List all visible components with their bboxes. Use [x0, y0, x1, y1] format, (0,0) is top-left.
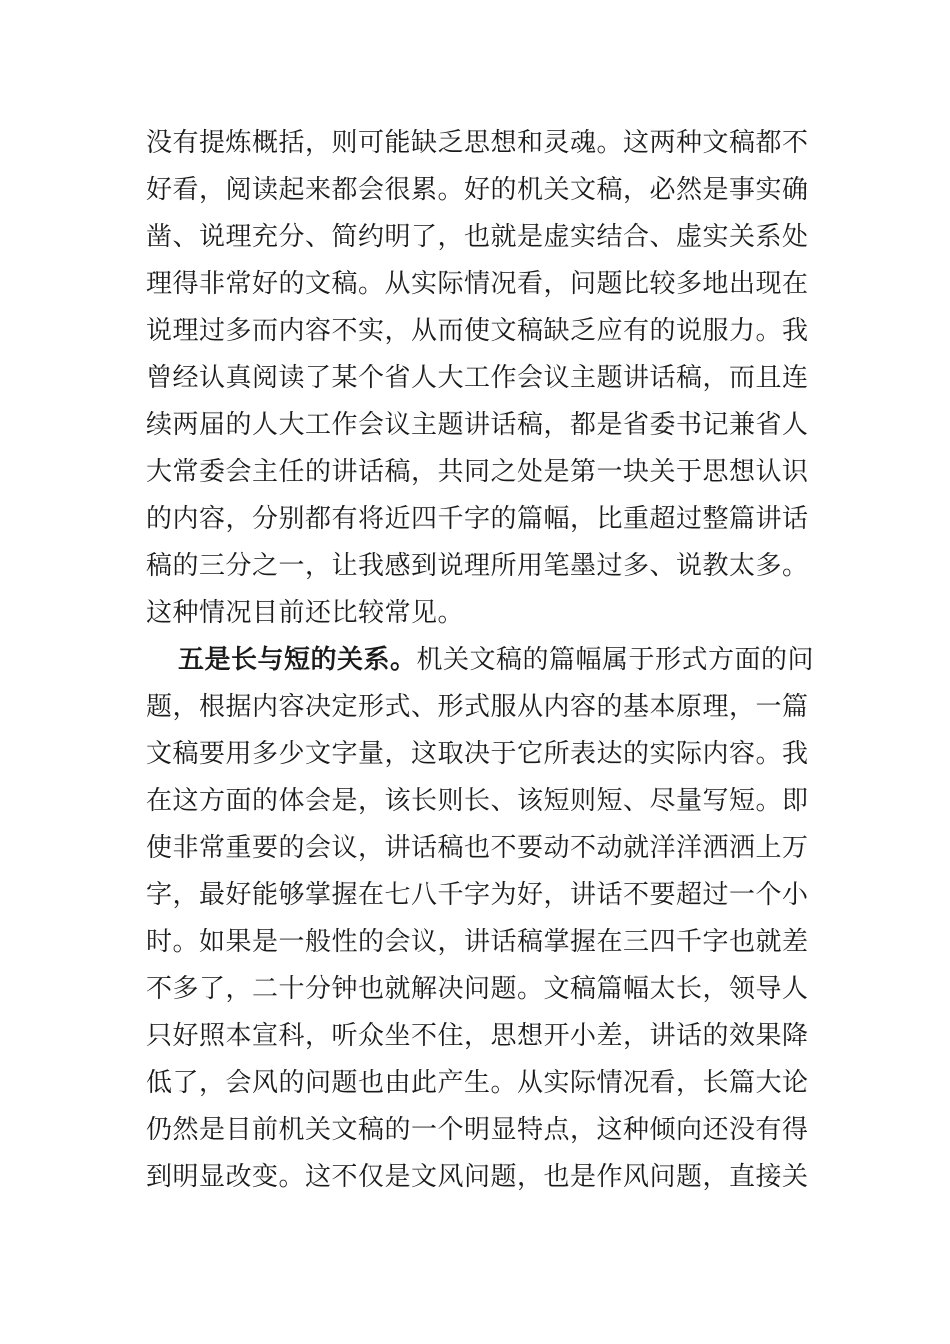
text-line: 字，最好能够掌握在七八千字为好，讲话不要超过一个小 [146, 880, 809, 910]
paragraph-1 [146, 120, 809, 637]
text-line: 在这方面的体会是，该长则长、该短则短、尽量写短。即 [146, 786, 809, 816]
text-line: 只好照本宣科，听众坐不住，思想开小差，讲话的效果降 [146, 1021, 809, 1051]
text-line: 文稿要用多少文字量，这取决于它所表达的实际内容。我 [146, 739, 809, 769]
paragraph-2 [146, 637, 815, 1201]
text-line: 曾经认真阅读了某个省人大工作会议主题讲话稿，而且连 [146, 363, 809, 393]
text-segment: 机关文稿的篇幅属于形式方面的问 [416, 645, 815, 675]
text-line: 理得非常好的文稿。从实际情况看，问题比较多地出现在 [146, 269, 809, 299]
text-line: 题，根据内容决定形式、形式服从内容的基本原理，一篇 [146, 692, 809, 722]
text-line: 的内容，分别都有将近四千字的篇幅，比重超过整篇讲话 [146, 504, 809, 534]
document-body [146, 120, 815, 1201]
paragraph-first-line [146, 637, 815, 684]
text-line: 使非常重要的会议，讲话稿也不要动不动就洋洋洒洒上万 [146, 833, 809, 863]
text-line: 没有提炼概括，则可能缺乏思想和灵魂。这两种文稿都不 [146, 128, 809, 158]
text-line: 说理过多而内容不实，从而使文稿缺乏应有的说服力。我 [146, 316, 809, 346]
section-heading: 五是长与短的关系。 [178, 645, 417, 675]
text-line: 稿的三分之一，让我感到说理所用笔墨过多、说教太多。 [146, 551, 809, 581]
text-line: 到明显改变。这不仅是文风问题，也是作风问题，直接关 [146, 1162, 809, 1192]
text-line: 时。如果是一般性的会议，讲话稿掌握在三四千字也就差 [146, 927, 809, 957]
text-line: 仍然是目前机关文稿的一个明显特点，这种倾向还没有得 [146, 1115, 809, 1145]
text-line: 大常委会主任的讲话稿，共同之处是第一块关于思想认识 [146, 457, 809, 487]
text-line: 好看，阅读起来都会很累。好的机关文稿，必然是事实确 [146, 175, 809, 205]
text-line: 低了，会风的问题也由此产生。从实际情况看，长篇大论 [146, 1068, 809, 1098]
text-line: 不多了，二十分钟也就解决问题。文稿篇幅太长，领导人 [146, 974, 809, 1004]
text-line: 续两届的人大工作会议主题讲话稿，都是省委书记兼省人 [146, 410, 809, 440]
text-line: 凿、说理充分、简约明了，也就是虚实结合、虚实关系处 [146, 222, 809, 252]
text-line: 这种情况目前还比较常见。 [146, 598, 465, 628]
